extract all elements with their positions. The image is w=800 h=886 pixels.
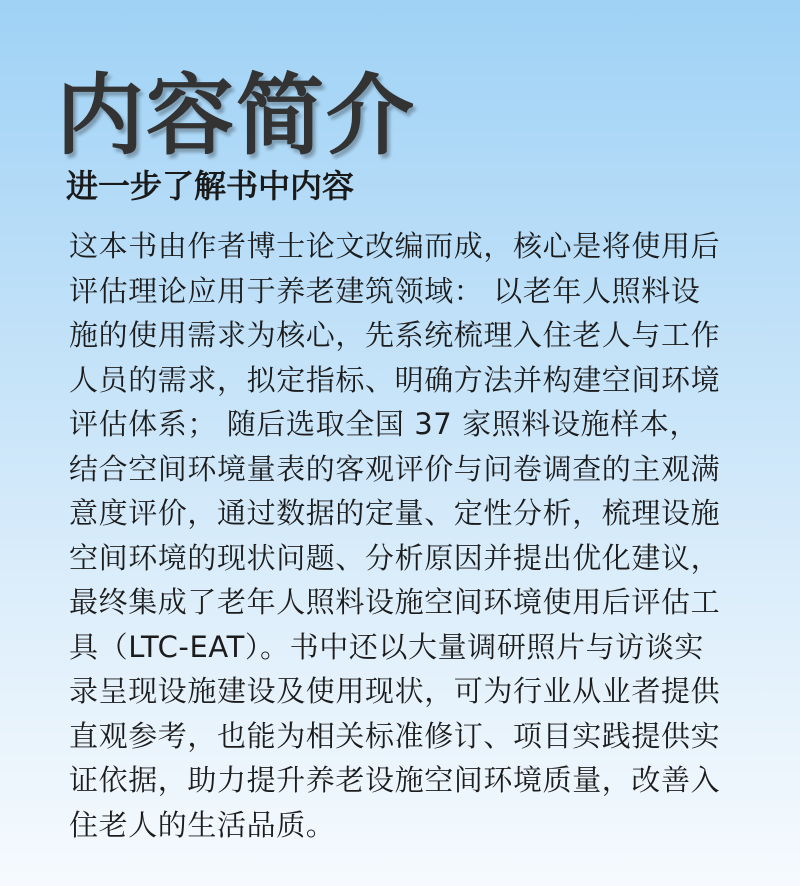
intro-paragraph [69,224,741,847]
paragraph-line: 具（LTC-EAT）。书中还以大量调研照片与访谈实 [69,629,705,664]
paragraph-line: 评估理论应用于养老建筑领域： 以老年人照料设 [69,273,701,308]
paragraph-line: 施的使用需求为核心，先系统梳理入住老人与工作 [69,318,721,352]
paragraph-line: 空间环境的现状问题、分析原因并提出优化建议， [69,540,721,575]
paragraph-line: 这本书由作者博士论文改编而成，核心是将使用后 [69,229,721,263]
paragraph-line: 评估体系； 随后选取全国 37 家照料设施样本， [69,407,699,441]
paragraph-line: 意度评价，通过数据的定量、定性分析，梳理设施 [69,496,721,530]
paragraph-line: 录呈现设施建设及使用现状，可为行业从业者提供 [69,674,721,708]
paragraph-line: 结合空间环境量表的客观评价与问卷调查的主观满 [69,451,721,486]
page-subtitle: 进一步了解书中内容 [66,167,355,205]
paragraph-line: 直观参考，也能为相关标准修订、项目实践提供实 [69,718,721,753]
paragraph-line: 人员的需求，拟定指标、明确方法并构建空间环境 [69,362,721,397]
page-title: 内容简介 [56,64,417,167]
paragraph-line: 证依据，助力提升养老设施空间环境质量，改善入 [69,763,721,797]
paragraph-line: 住老人的生活品质。 [69,807,336,842]
paragraph-line: 最终集成了老年人照料设施空间环境使用后评估工 [69,585,721,619]
